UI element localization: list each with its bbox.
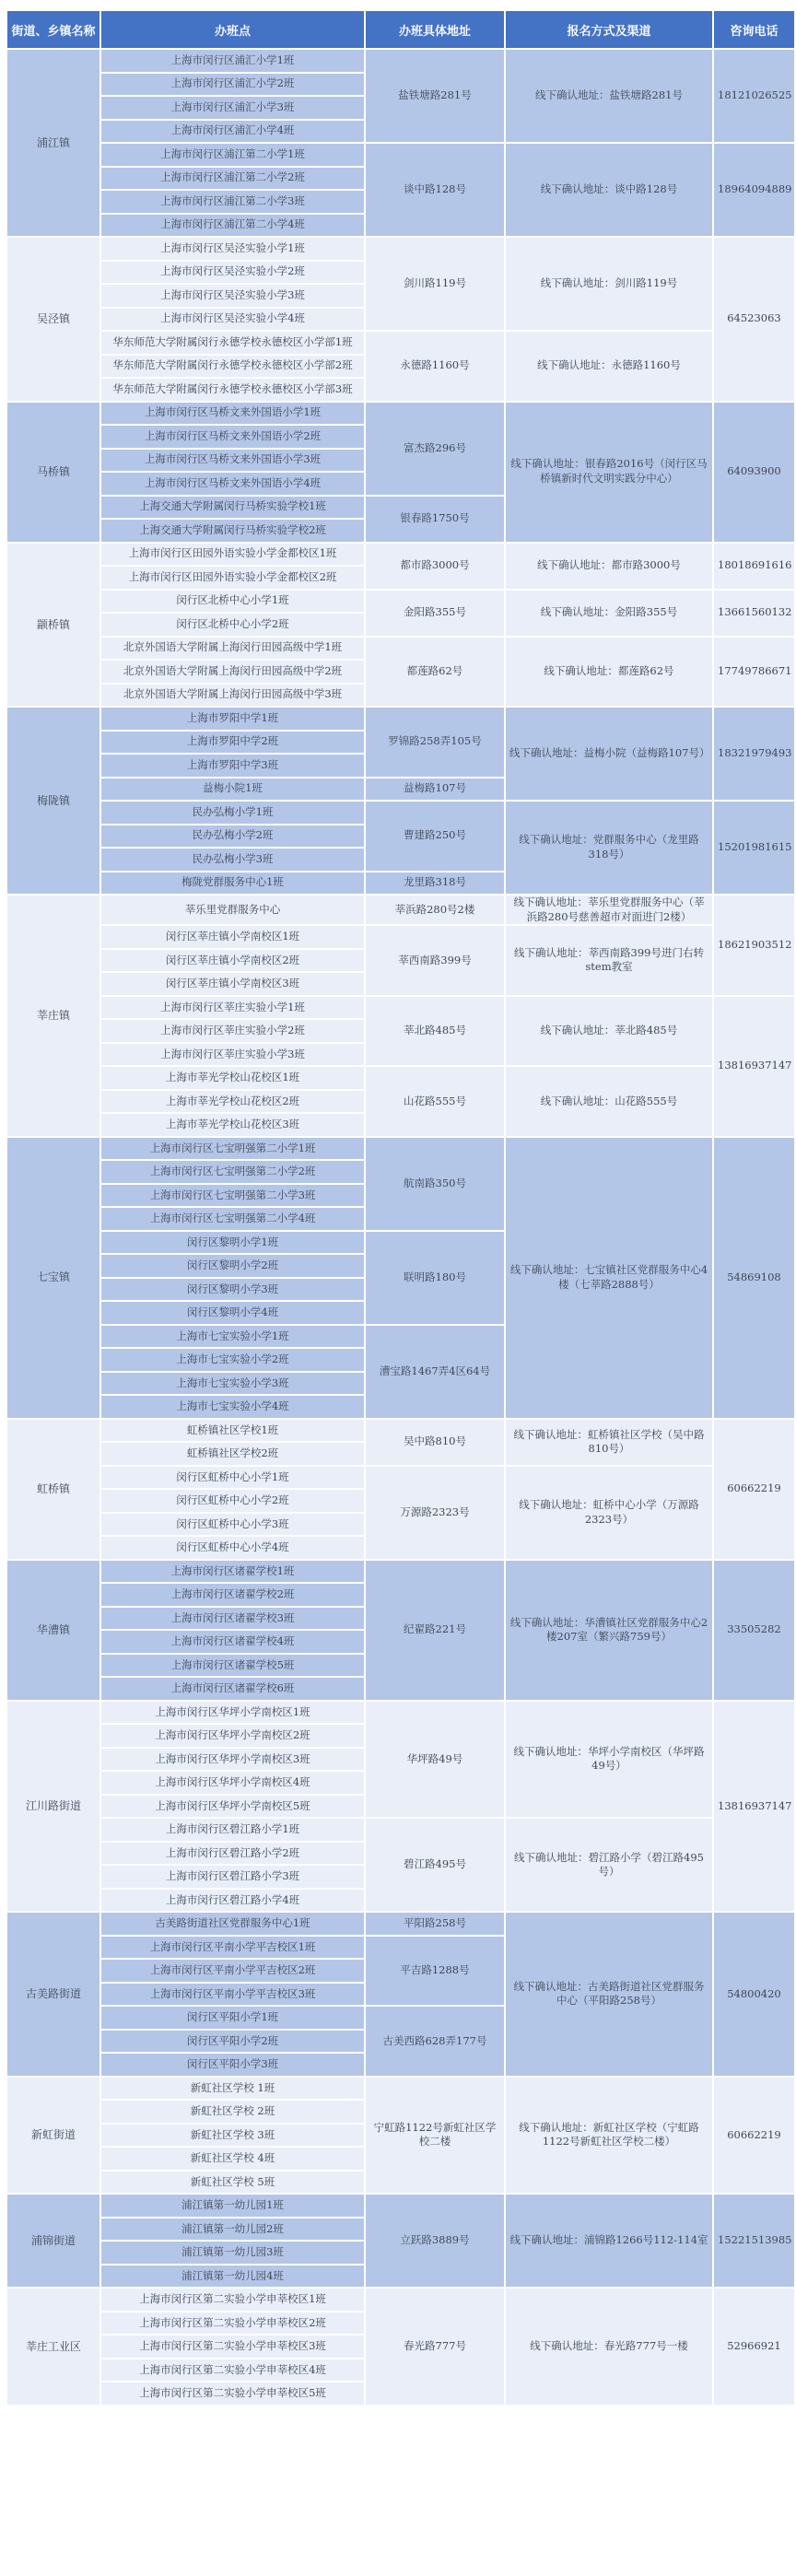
class-site: 上海交通大学附属闵行马桥实验学校2班	[101, 520, 364, 542]
signup-method: 线下确认地址：党群服务中心（龙里路318号）	[506, 802, 712, 894]
class-site: 上海市闵行区平南小学平吉校区3班	[101, 1984, 364, 2006]
class-site: 上海市闵行区吴泾实验小学1班	[101, 238, 364, 260]
class-address: 宁虹路1122号新虹社区学校二楼	[366, 2078, 504, 2194]
class-address: 都莲路62号	[366, 638, 504, 707]
signup-method: 线下确认地址：盐铁塘路281号	[506, 50, 712, 142]
contact-phone: 54800420	[714, 1913, 794, 2076]
class-site: 上海市闵行区第二实验小学申莘校区4班	[101, 2359, 364, 2382]
class-site: 上海市闵行区田园外语实验小学金都校区2班	[101, 567, 364, 589]
signup-method: 线下确认地址：永德路1160号	[506, 332, 712, 401]
town-section	[7, 2078, 794, 2194]
town-section	[7, 403, 794, 542]
town-name: 古美路街道	[7, 1913, 100, 2076]
class-address: 山花路555号	[366, 1067, 504, 1136]
town-section	[7, 1913, 794, 2076]
signup-method: 线下确认地址：剑川路119号	[506, 238, 712, 330]
class-address: 纪翟路221号	[366, 1561, 504, 1700]
class-site: 上海市闵行区碧江路小学1班	[101, 1819, 364, 1841]
signup-method: 线下确认地址：山花路555号	[506, 1067, 712, 1136]
class-site: 闵行区虹桥中心小学1班	[101, 1467, 364, 1489]
class-site: 华东师范大学附属闵行永德学校永德校区小学部3班	[101, 379, 364, 401]
class-address: 龙里路318号	[366, 872, 504, 895]
class-site: 上海市闵行区华坪小学南校区4班	[101, 1772, 364, 1794]
contact-phone: 13816937147	[714, 1702, 794, 1912]
class-site: 虹桥镇社区学校2班	[101, 1443, 364, 1465]
class-site: 闵行区虹桥中心小学2班	[101, 1490, 364, 1512]
class-site: 北京外国语大学附属上海闵行田园高级中学3班	[101, 685, 364, 707]
town-section	[7, 896, 794, 1136]
class-site: 闵行区黎明小学1班	[101, 1232, 364, 1254]
contact-phone: 13661560132	[714, 591, 794, 636]
signup-method: 线下确认地址：都市路3000号	[506, 544, 712, 589]
signup-method: 线下确认地址：莘乐里党群服务中心（莘浜路280号慈善超市对面进门2楼）	[506, 896, 712, 924]
class-address: 莘北路485号	[366, 997, 504, 1066]
class-site: 闵行区平阳小学2班	[101, 2031, 364, 2053]
header-town: 街道、乡镇名称	[7, 11, 100, 48]
class-site: 虹桥镇社区学校1班	[101, 1420, 364, 1442]
signup-method: 线下确认地址：碧江路小学（碧江路495号）	[506, 1819, 712, 1911]
table-row	[7, 591, 794, 613]
contact-phone: 33505282	[714, 1561, 794, 1700]
class-site: 上海市闵行区浦汇小学3班	[101, 97, 364, 119]
header-address: 办班具体地址	[366, 11, 504, 48]
table-header-row	[7, 11, 794, 48]
class-site: 新虹社区学校 2班	[101, 2101, 364, 2123]
contact-phone: 18121026525	[714, 50, 794, 142]
class-site: 闵行区黎明小学4班	[101, 1302, 364, 1324]
class-site: 北京外国语大学附属上海闵行田园高级中学2班	[101, 661, 364, 683]
class-site: 上海市闵行区吴泾实验小学4班	[101, 309, 364, 331]
class-address: 漕宝路1467弄4区64号	[366, 1326, 504, 1418]
table-row	[7, 144, 794, 166]
class-site: 新虹社区学校 3班	[101, 2125, 364, 2147]
class-site: 上海市闵行区诸翟学校5班	[101, 1655, 364, 1677]
signup-method: 线下确认地址：新虹社区学校（宁虹路1122号新虹社区学校二楼）	[506, 2078, 712, 2194]
town-name: 虹桥镇	[7, 1420, 100, 1559]
town-name: 新虹街道	[7, 2078, 100, 2194]
class-site: 上海市罗阳中学1班	[101, 708, 364, 730]
table-row	[7, 332, 794, 354]
class-site: 上海市闵行区莘庄实验小学1班	[101, 997, 364, 1019]
town-name: 吴泾镇	[7, 238, 100, 401]
town-section	[7, 238, 794, 401]
class-site: 上海市闵行区华坪小学南校区2班	[101, 1725, 364, 1747]
signup-method: 线下确认地址：益梅小院（益梅路107号）	[506, 708, 712, 800]
class-site: 浦江镇第一幼儿园4班	[101, 2266, 364, 2288]
class-address: 吴中路810号	[366, 1420, 504, 1465]
town-name: 江川路街道	[7, 1702, 100, 1912]
class-site: 华东师范大学附属闵行永德学校永德校区小学部1班	[101, 332, 364, 354]
contact-phone: 18621903512	[714, 896, 794, 995]
class-site: 上海市闵行区莘庄实验小学3班	[101, 1044, 364, 1066]
table-row	[7, 1420, 794, 1442]
class-site: 上海市闵行区第二实验小学申莘校区3班	[101, 2336, 364, 2358]
signup-method: 线下确认地址：金阳路355号	[506, 591, 712, 636]
header-signup: 报名方式及渠道	[506, 11, 712, 48]
signup-method: 线下确认地址：浦锦路1266号112-114室	[506, 2195, 712, 2287]
class-site: 上海市闵行区诸翟学校4班	[101, 1631, 364, 1653]
signup-method: 线下确认地址：莘北路485号	[506, 997, 712, 1066]
class-address: 莘西南路399号	[366, 926, 504, 995]
class-site: 上海市闵行区平南小学平吉校区2班	[101, 1960, 364, 1982]
table-row	[7, 1702, 794, 1724]
class-address: 联明路180号	[366, 1232, 504, 1324]
class-site: 上海市闵行区浦江第二小学2班	[101, 168, 364, 190]
class-site: 闵行区虹桥中心小学4班	[101, 1537, 364, 1559]
class-site: 上海市闵行区浦江第二小学3班	[101, 191, 364, 213]
class-site: 浦江镇第一幼儿园1班	[101, 2195, 364, 2217]
table-row	[7, 1819, 794, 1841]
class-site: 上海市七宝实验小学4班	[101, 1396, 364, 1418]
class-site: 上海市闵行区浦汇小学1班	[101, 50, 364, 72]
class-address: 银春路1750号	[366, 497, 504, 542]
class-site: 浦江镇第一幼儿园2班	[101, 2219, 364, 2241]
class-site: 民办弘梅小学3班	[101, 849, 364, 871]
contact-phone: 17749786671	[714, 638, 794, 707]
class-address: 都市路3000号	[366, 544, 504, 589]
class-site: 莘乐里党群服务中心	[101, 896, 364, 924]
class-site: 上海市闵行区平南小学平吉校区1班	[101, 1937, 364, 1959]
table-row	[7, 2289, 794, 2311]
table-row	[7, 1561, 794, 1583]
contact-phone: 64093900	[714, 403, 794, 542]
town-name: 华漕镇	[7, 1561, 100, 1700]
class-site: 浦江镇第一幼儿园3班	[101, 2242, 364, 2264]
class-site: 闵行区莘庄镇小学南校区3班	[101, 973, 364, 995]
table-row	[7, 708, 794, 730]
class-site: 新虹社区学校 5班	[101, 2172, 364, 2194]
table-row	[7, 2195, 794, 2217]
table-row	[7, 403, 794, 425]
class-site: 上海市闵行区吴泾实验小学2班	[101, 262, 364, 284]
contact-phone: 13816937147	[714, 997, 794, 1136]
class-site: 上海市闵行区碧江路小学4班	[101, 1890, 364, 1912]
registration-table	[6, 9, 796, 2406]
signup-method: 线下确认地址：谈中路128号	[506, 144, 712, 236]
signup-method: 线下确认地址：春光路777号一楼	[506, 2289, 712, 2405]
class-address: 永德路1160号	[366, 332, 504, 401]
town-name: 七宝镇	[7, 1138, 100, 1418]
class-site: 上海市闵行区吴泾实验小学3班	[101, 285, 364, 307]
class-address: 古美西路628弄177号	[366, 2007, 504, 2076]
signup-method: 线下确认地址：华漕镇社区党群服务中心2楼207室（繁兴路759号）	[506, 1561, 712, 1700]
class-address: 富杰路296号	[366, 403, 504, 495]
class-address: 剑川路119号	[366, 238, 504, 330]
class-site: 闵行区平阳小学3班	[101, 2054, 364, 2076]
town-section	[7, 2289, 794, 2405]
table-row	[7, 896, 794, 924]
table-row	[7, 1913, 794, 1935]
town-section	[7, 544, 794, 707]
class-site: 梅陇党群服务中心1班	[101, 872, 364, 895]
class-address: 曹建路250号	[366, 802, 504, 871]
class-site: 华东师范大学附属闵行永德学校永德校区小学部2班	[101, 356, 364, 378]
class-site: 上海交通大学附属闵行马桥实验学校1班	[101, 497, 364, 519]
class-site: 益梅小院1班	[101, 779, 364, 801]
town-name: 莘庄镇	[7, 896, 100, 1136]
contact-phone: 15201981615	[714, 802, 794, 894]
contact-phone: 52966921	[714, 2289, 794, 2405]
class-site: 上海市闵行区浦汇小学4班	[101, 121, 364, 143]
class-site: 上海市闵行区莘庄实验小学2班	[101, 1020, 364, 1042]
signup-method: 线下确认地址：莘西南路399号进门右转stem教室	[506, 926, 712, 995]
town-name: 梅陇镇	[7, 708, 100, 894]
class-site: 闵行区北桥中心小学2班	[101, 614, 364, 636]
class-site: 新虹社区学校 4班	[101, 2148, 364, 2170]
class-address: 罗锦路258弄105号	[366, 708, 504, 777]
class-site: 上海市闵行区第二实验小学申莘校区2班	[101, 2313, 364, 2335]
class-site: 民办弘梅小学1班	[101, 802, 364, 824]
class-address: 立跃路3889号	[366, 2195, 504, 2287]
contact-phone: 60662219	[714, 1420, 794, 1559]
town-section	[7, 708, 794, 894]
class-site: 上海市莘光学校山花校区3班	[101, 1114, 364, 1136]
class-site: 上海市罗阳中学2班	[101, 732, 364, 754]
town-name: 莘庄工业区	[7, 2289, 100, 2405]
class-site: 上海市闵行区马桥文来外国语小学2班	[101, 426, 364, 448]
class-site: 闵行区莘庄镇小学南校区1班	[101, 926, 364, 948]
class-site: 闵行区黎明小学3班	[101, 1279, 364, 1301]
class-site: 新虹社区学校 1班	[101, 2078, 364, 2100]
class-address: 莘浜路280号2楼	[366, 896, 504, 924]
class-site: 闵行区虹桥中心小学3班	[101, 1514, 364, 1536]
header-phone: 咨询电话	[714, 11, 794, 48]
class-address: 金阳路355号	[366, 591, 504, 636]
class-address: 益梅路107号	[366, 779, 504, 801]
class-site: 上海市闵行区七宝明强第二小学2班	[101, 1161, 364, 1183]
class-site: 上海市闵行区诸翟学校3班	[101, 1608, 364, 1630]
class-site: 古美路街道社区党群服务中心1班	[101, 1913, 364, 1935]
class-address: 碧江路495号	[366, 1819, 504, 1911]
class-site: 上海市闵行区马桥文来外国语小学4班	[101, 473, 364, 495]
class-address: 平吉路1288号	[366, 1937, 504, 2006]
class-site: 上海市闵行区浦江第二小学4班	[101, 215, 364, 237]
class-site: 民办弘梅小学2班	[101, 825, 364, 848]
table-row	[7, 997, 794, 1019]
class-site: 上海市闵行区华坪小学南校区3班	[101, 1749, 364, 1771]
class-address: 万源路2323号	[366, 1467, 504, 1559]
class-site: 上海市闵行区诸翟学校6班	[101, 1678, 364, 1700]
class-site: 上海市闵行区七宝明强第二小学1班	[101, 1138, 364, 1160]
table-row	[7, 1067, 794, 1089]
class-site: 上海市闵行区浦江第二小学1班	[101, 144, 364, 166]
town-name: 浦江镇	[7, 50, 100, 236]
class-address: 平阳路258号	[366, 1913, 504, 1935]
class-site: 上海市闵行区华坪小学南校区1班	[101, 1702, 364, 1724]
class-site: 上海市闵行区马桥文来外国语小学3班	[101, 450, 364, 472]
contact-phone: 60662219	[714, 2078, 794, 2194]
class-site: 上海市罗阳中学3班	[101, 755, 364, 777]
signup-method: 线下确认地址：虹桥中心小学（万源路2323号）	[506, 1467, 712, 1559]
contact-phone: 15221513985	[714, 2195, 794, 2287]
table-row	[7, 2078, 794, 2100]
contact-phone: 64523063	[714, 238, 794, 401]
table-row	[7, 926, 794, 948]
town-section	[7, 2195, 794, 2287]
table-row	[7, 1467, 794, 1489]
class-site: 上海市闵行区诸翟学校1班	[101, 1561, 364, 1583]
table-row	[7, 50, 794, 72]
class-site: 北京外国语大学附属上海闵行田园高级中学1班	[101, 638, 364, 660]
town-section	[7, 1420, 794, 1559]
class-address: 春光路777号	[366, 2289, 504, 2405]
class-site: 上海市莘光学校山花校区1班	[101, 1067, 364, 1089]
class-site: 闵行区莘庄镇小学南校区2班	[101, 950, 364, 972]
signup-method: 线下确认地址：古美路街道社区党群服务中心（平阳路258号）	[506, 1913, 712, 2076]
contact-phone: 18964094889	[714, 144, 794, 236]
class-schedule-document	[6, 9, 790, 2406]
signup-method: 线下确认地址：虹桥镇社区学校（吴中路810号）	[506, 1420, 712, 1465]
class-site: 上海市莘光学校山花校区2班	[101, 1091, 364, 1113]
class-site: 上海市闵行区浦汇小学2班	[101, 74, 364, 96]
class-address: 谈中路128号	[366, 144, 504, 236]
contact-phone: 54869108	[714, 1138, 794, 1418]
class-site: 上海市闵行区第二实验小学申莘校区5班	[101, 2383, 364, 2405]
table-row	[7, 238, 794, 260]
class-site: 上海市闵行区七宝明强第二小学4班	[101, 1208, 364, 1230]
table-row	[7, 544, 794, 566]
class-site: 上海市七宝实验小学1班	[101, 1326, 364, 1348]
class-site: 上海市闵行区马桥文来外国语小学1班	[101, 403, 364, 425]
town-name: 颛桥镇	[7, 544, 100, 707]
class-site: 上海市闵行区七宝明强第二小学3班	[101, 1185, 364, 1207]
signup-method: 线下确认地址：七宝镇社区党群服务中心4楼（七莘路2888号）	[506, 1138, 712, 1418]
town-section	[7, 50, 794, 236]
contact-phone: 18018691616	[714, 544, 794, 589]
header-site: 办班点	[101, 11, 364, 48]
signup-method: 线下确认地址：银春路2016号（闵行区马桥镇新时代文明实践分中心）	[506, 403, 712, 542]
class-site: 上海市闵行区碧江路小学2班	[101, 1843, 364, 1865]
class-site: 上海市七宝实验小学2班	[101, 1349, 364, 1371]
town-name: 浦锦街道	[7, 2195, 100, 2287]
class-site: 闵行区黎明小学2班	[101, 1255, 364, 1277]
table-row	[7, 802, 794, 824]
class-site: 上海市闵行区田园外语实验小学金都校区1班	[101, 544, 364, 566]
class-site: 上海市闵行区华坪小学南校区5班	[101, 1796, 364, 1818]
class-site: 上海市七宝实验小学3班	[101, 1373, 364, 1395]
town-section	[7, 1138, 794, 1418]
town-section	[7, 1702, 794, 1912]
table-row	[7, 638, 794, 660]
class-site: 上海市闵行区碧江路小学3班	[101, 1866, 364, 1888]
class-site: 闵行区平阳小学1班	[101, 2007, 364, 2029]
class-site: 闵行区北桥中心小学1班	[101, 591, 364, 613]
town-name: 马桥镇	[7, 403, 100, 542]
signup-method: 线下确认地址：华坪小学南校区（华坪路49号）	[506, 1702, 712, 1818]
class-address: 盐铁塘路281号	[366, 50, 504, 142]
town-section	[7, 1561, 794, 1700]
contact-phone: 18321979493	[714, 708, 794, 800]
signup-method: 线下确认地址：都莲路62号	[506, 638, 712, 707]
class-address: 航南路350号	[366, 1138, 504, 1230]
class-site: 上海市闵行区诸翟学校2班	[101, 1584, 364, 1606]
class-address: 华坪路49号	[366, 1702, 504, 1818]
class-site: 上海市闵行区第二实验小学申莘校区1班	[101, 2289, 364, 2311]
table-row	[7, 1138, 794, 1160]
